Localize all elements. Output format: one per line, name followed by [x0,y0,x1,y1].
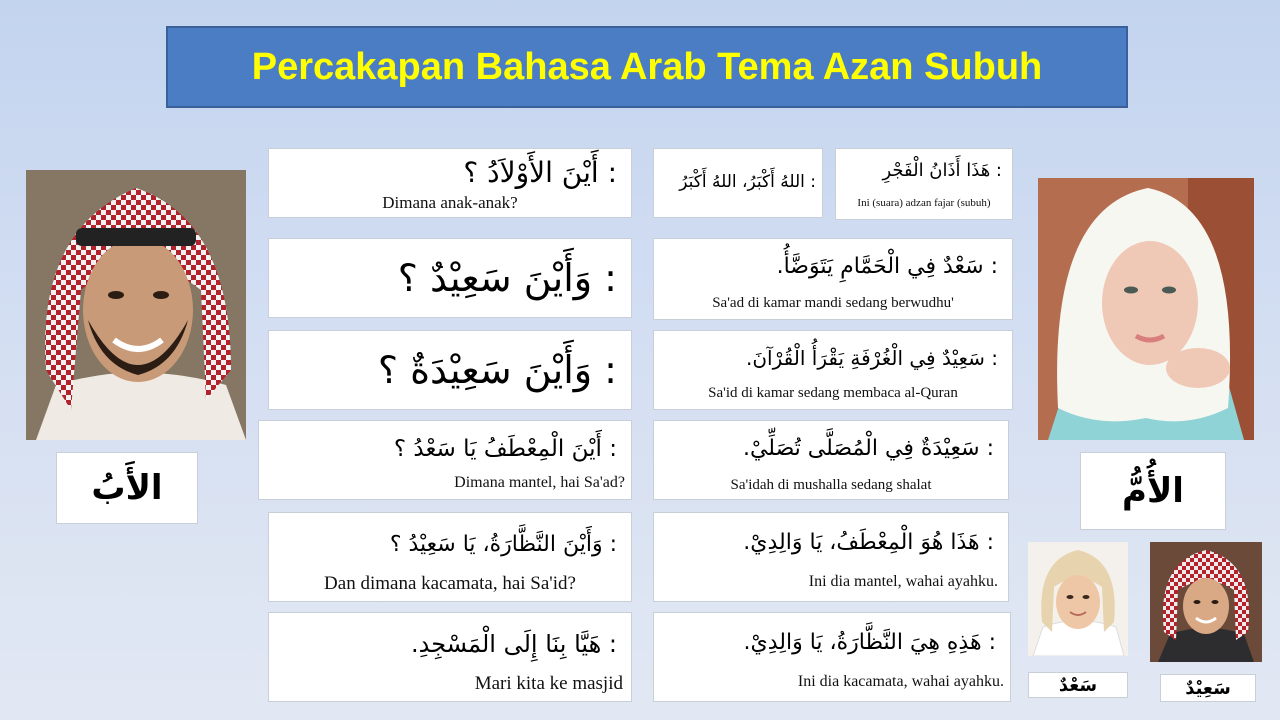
father-line-card-0 [268,148,632,218]
mother-line-card-0 [653,238,1013,320]
mother-line-latin-1: Sa'id di kamar sedang membaca al-Quran [708,385,958,401]
father-line-arabic-5: : هَيَّا بِنَا إِلَى الْمَسْجِدِ. [410,630,617,658]
father-line-arabic-2: : وَأَيْنَ سَعِيْدَةٌ ؟ [377,348,617,392]
mother-line-card-3 [653,512,1009,602]
adzan-arabic: : هَذَا أَذَانُ الْفَجْرِ [882,160,1002,181]
father-photo [26,170,246,440]
mother-line-arabic-4: : هَذِهِ هِيَ النَّظَّارَةُ، يَا وَالِدِيْ. [743,630,996,655]
father-line-card-3 [258,420,632,500]
father-line-arabic-4: : وَأَيْنَ النَّظَّارَةُ، يَا سَعِيْدُ ؟ [389,532,617,557]
mother-label-card [1080,452,1226,530]
father-line-card-5 [268,612,632,702]
mother-line-latin-0: Sa'ad di kamar mandi sedang berwudhu' [712,295,954,311]
child2-label-card [1160,674,1256,702]
father-line-latin-4: Dan dimana kacamata, hai Sa'id? [324,573,576,594]
adzan-card [835,148,1013,220]
father-line-arabic-1: : وَأَيْنَ سَعِيْدٌ ؟ [397,256,617,300]
mother-line-card-2 [653,420,1009,500]
mother-line-latin-2: Sa'idah di mushalla sedang shalat [730,477,932,493]
mother-line-latin-3: Ini dia mantel, wahai ayahku. [808,573,998,590]
father-label-card [56,452,198,524]
father-label: الأَبُ [91,468,163,508]
father-line-latin-3: Dimana mantel, hai Sa'ad? [454,474,625,491]
mother-line-arabic-1: : سَعِيْدٌ فِي الْغُرْفَةِ يَقْرَأُ الْقُرْآنَ. [746,346,998,370]
mother-line-card-1 [653,330,1013,410]
adzan-latin: Ini (suara) adzan fajar (subuh) [857,197,991,209]
mother-line-arabic-3: : هَذَا هُوَ الْمِعْطَفُ، يَا وَالِدِيْ. [743,530,994,555]
father-line-arabic-3: : أَيْنَ الْمِعْطَفُ يَا سَعْدُ ؟ [393,436,617,462]
mother-label: الأُمُّ [1122,471,1184,511]
page-title: Percakapan Bahasa Arab Tema Azan Subuh [251,45,1043,88]
child1-label: سَعْدٌ [1058,674,1098,696]
mother-line-latin-4: Ini dia kacamata, wahai ayahku. [797,673,1004,690]
child1-label-card [1028,672,1128,698]
child2-label: سَعِيْدٌ [1185,677,1231,699]
takbir-arabic: : اللهُ أَكْبَرُ، اللهُ أَكْبَرُ [679,172,816,192]
child2-photo [1150,542,1262,662]
title-banner [166,26,1128,108]
takbir-card [653,148,823,218]
father-line-card-4 [268,512,632,602]
father-line-card-2 [268,330,632,410]
mother-line-arabic-2: : سَعِيْدَةٌ فِي الْمُصَلَّى تُصَلِّيْ. [742,436,994,461]
mother-line-arabic-0: : سَعْدٌ فِي الْحَمَّامِ يَتَوَضَّأُ. [776,254,998,279]
father-line-card-1 [268,238,632,318]
father-line-latin-0: Dimana anak-anak? [382,193,518,212]
father-line-arabic-0: : أَيْنَ الأَوْلاَدُ ؟ [463,156,617,189]
mother-photo [1038,178,1254,440]
child1-photo [1028,542,1128,656]
mother-line-card-4 [653,612,1011,702]
father-line-latin-5: Mari kita ke masjid [474,673,623,694]
